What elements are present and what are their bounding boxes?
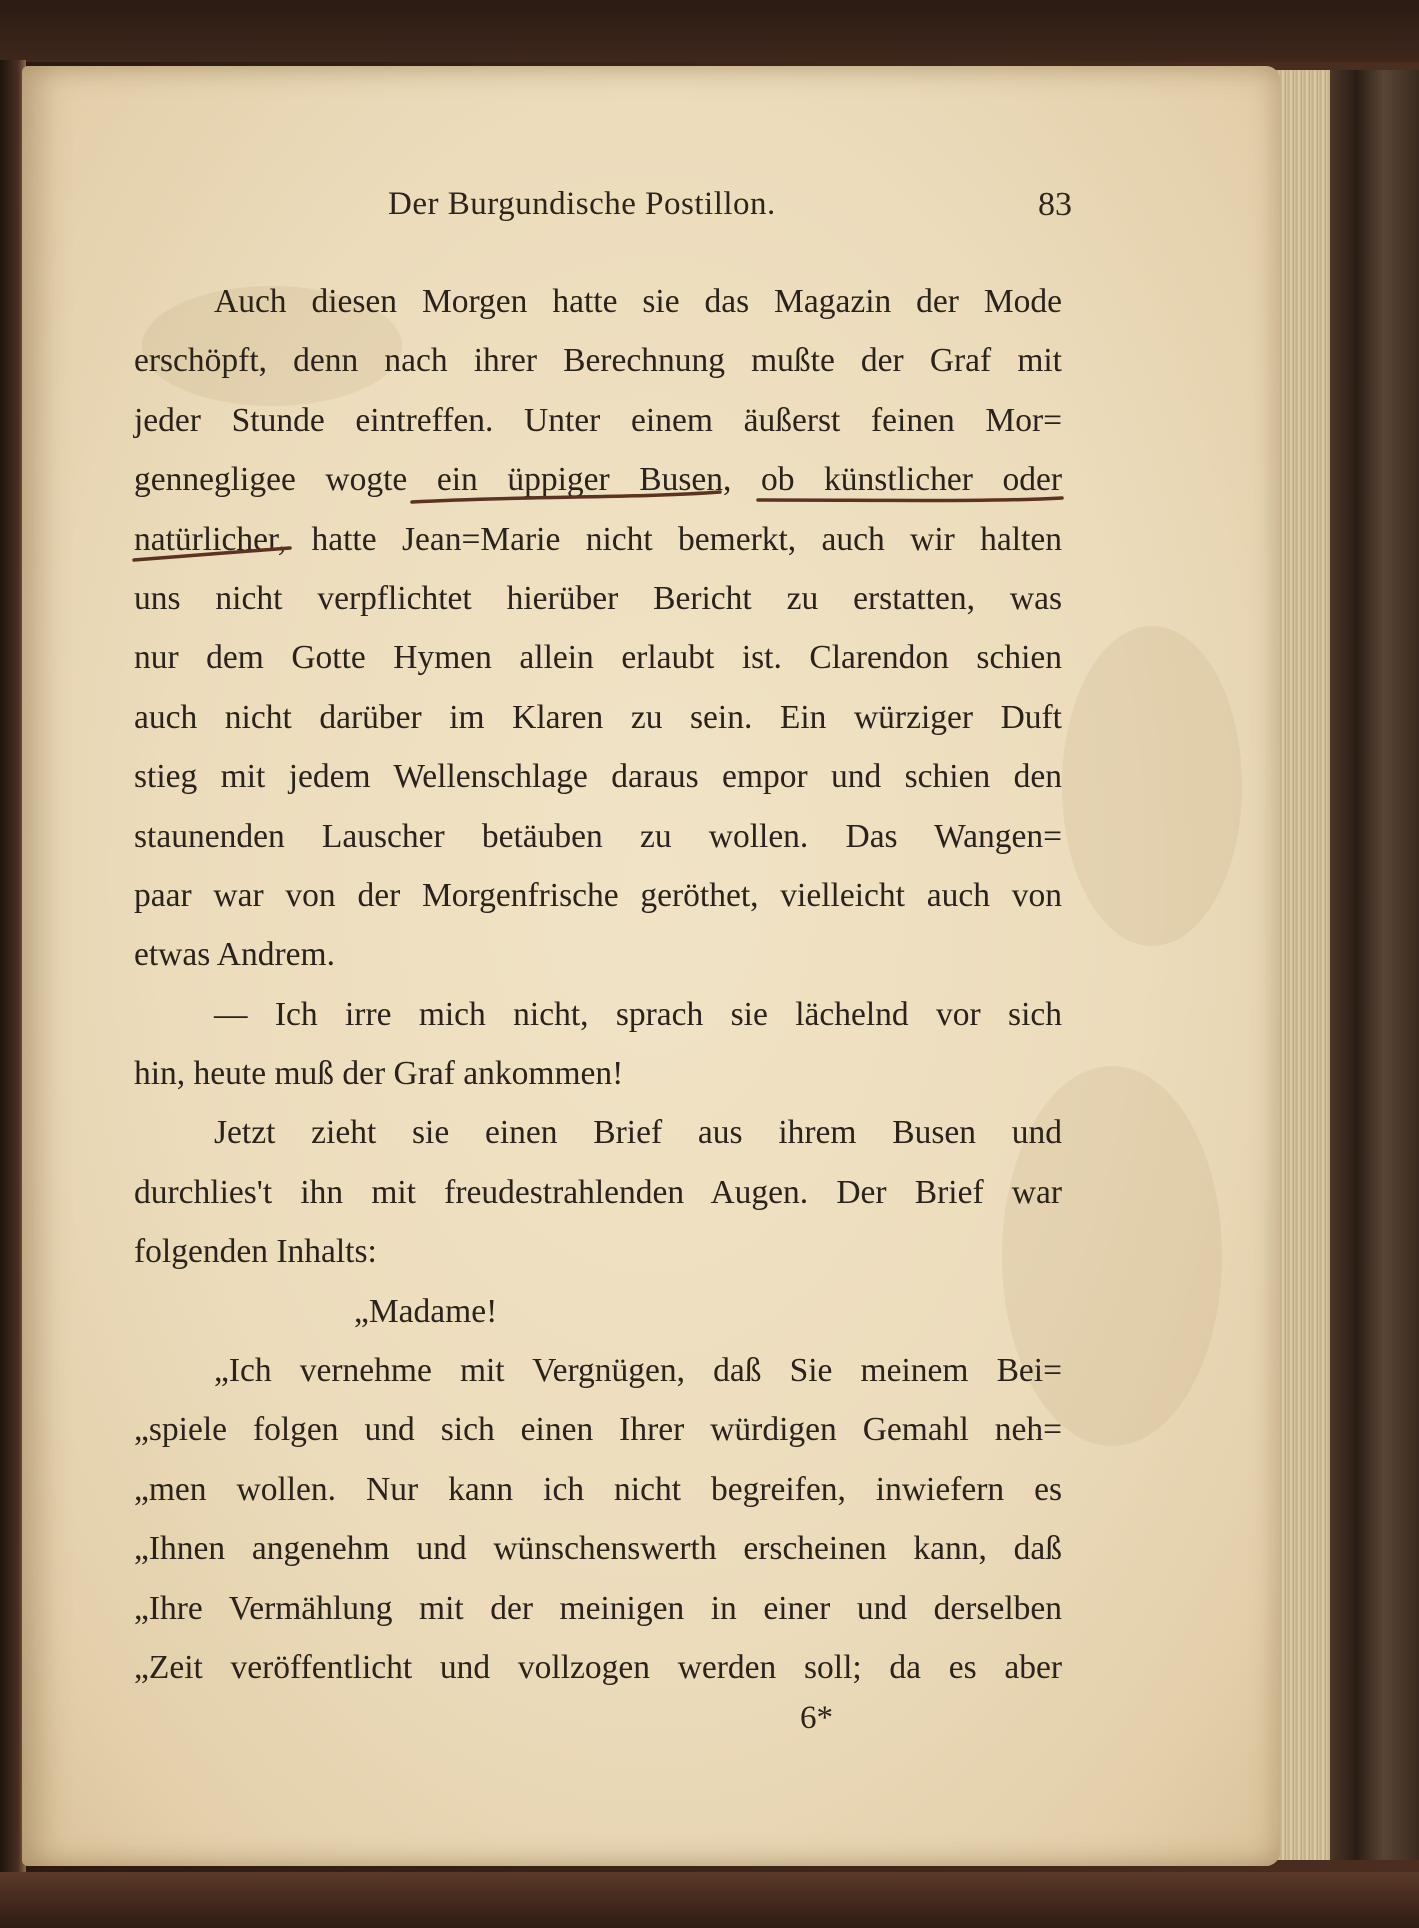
letter-salutation: „Madame! (354, 1292, 498, 1330)
paper-stain (1062, 626, 1242, 946)
text-line: durchlies't ihn mit freudestrahlenden Augen. Der Brief war (134, 1173, 1062, 1211)
top-binding-board (0, 0, 1419, 62)
page-number: 83 (1038, 186, 1072, 223)
text-line: folgenden Inhalts: (134, 1233, 377, 1271)
text-line: auch nicht darüber im Klaren zu sein. Ein würziger Duft (134, 698, 1062, 736)
text-line: Jetzt zieht sie einen Brief aus ihrem Busen und (214, 1114, 1062, 1152)
text-line: staunenden Lauscher betäuben zu wollen. Das Wangen= (134, 817, 1062, 855)
letter-line: „Ihre Vermählung mit der meinigen in einer und derselben (134, 1589, 1062, 1627)
text-line: natürlicher, hatte Jean=Marie nicht bemerkt, auch wir halten (134, 520, 1062, 558)
text-line: jeder Stunde eintreffen. Unter einem äußerst feinen Mor= (134, 401, 1062, 439)
bottom-binding-board (0, 1872, 1419, 1928)
signature-mark: 6* (800, 1700, 833, 1736)
letter-line: „Ihnen angenehm und wünschenswerth erscheinen kann, daß (134, 1530, 1062, 1568)
text-line: Auch diesen Morgen hatte sie das Magazin der Mode (214, 283, 1062, 320)
text-line: nur dem Gotte Hymen allein erlaubt ist. Clarendon schien (134, 639, 1062, 677)
text-line: gennegligee wogte ein üppiger Busen, ob künstlicher oder (134, 461, 1062, 499)
text-line: uns nicht verpflichtet hierüber Bericht zu erstatten, was (134, 579, 1062, 617)
text-line: hin, heute muß der Graf ankommen! (134, 1055, 624, 1093)
text-line: — Ich irre mich nicht, sprach sie lächelnd vor sich (214, 995, 1062, 1033)
letter-line: „Ich vernehme mit Vergnügen, daß Sie meinem Bei= (214, 1352, 1062, 1390)
body-text (134, 272, 1062, 1712)
text-line: paar war von der Morgenfrische geröthet, vielleicht auch von (134, 876, 1062, 914)
text-line: stieg mit jedem Wellenschlage daraus empor und schien den (134, 758, 1062, 796)
text-line: erschöpft, denn nach ihrer Berechnung mußte der Graf mit (134, 342, 1062, 380)
letter-line: „spiele folgen und sich einen Ihrer würdigen Gemahl neh= (134, 1411, 1062, 1449)
letter-line: „Zeit veröffentlicht und vollzogen werden soll; da es aber (134, 1648, 1062, 1686)
text-line: etwas Andrem. (134, 936, 335, 974)
right-cover-edge (1330, 70, 1419, 1860)
running-title: Der Burgundische Postillon. (388, 186, 776, 222)
letter-line: „men wollen. Nur kann ich nicht begreifen, inwiefern es (134, 1470, 1062, 1508)
